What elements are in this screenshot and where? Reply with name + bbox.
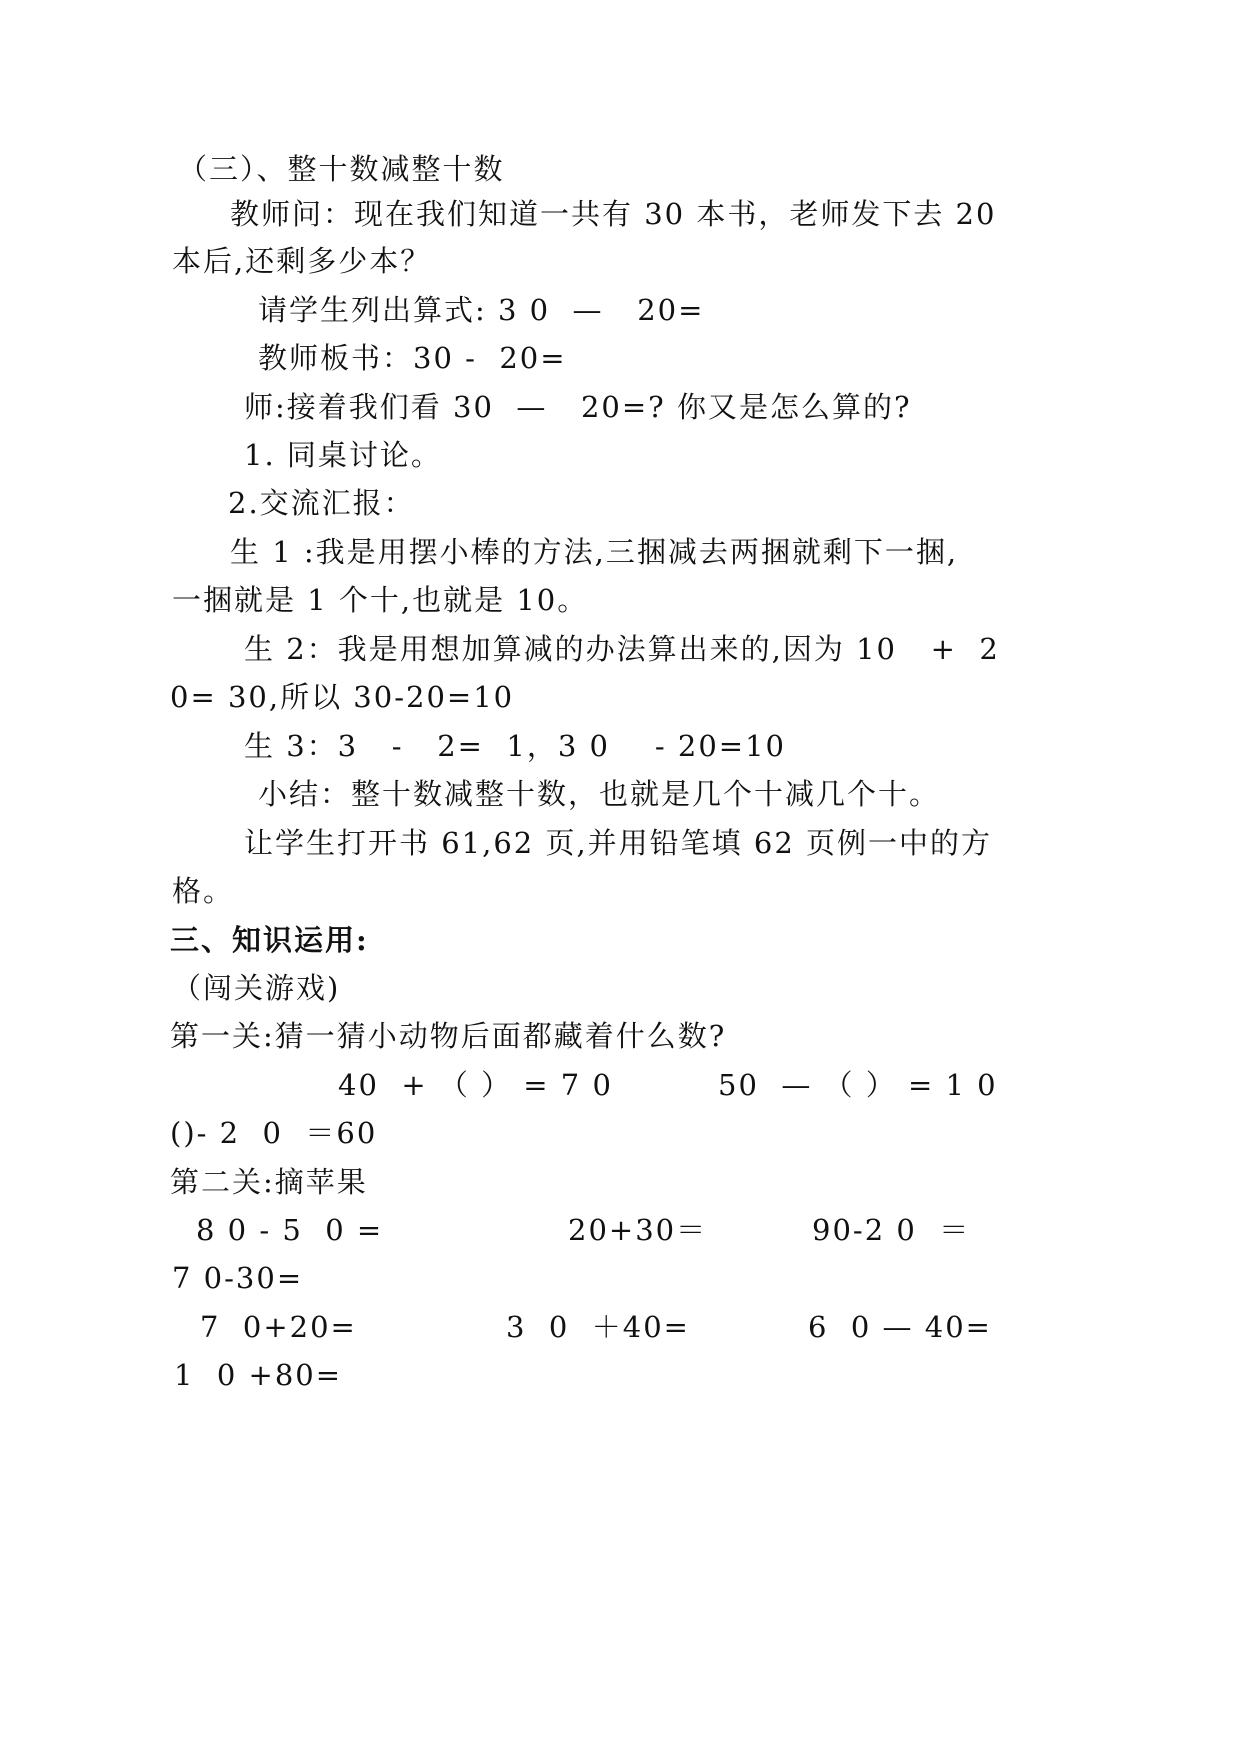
student-2-line-1: 生 2：我是用想加算减的办法算出来的,因为 10 + 2 bbox=[244, 632, 1000, 666]
level-2-row-1-wrap: 7 0-30= bbox=[172, 1261, 304, 1295]
game-note: （闯关游戏) bbox=[172, 971, 341, 1005]
level-1-equation-3: ()- 2 0 ＝60 bbox=[170, 1116, 378, 1150]
teacher-question-line-2: 本后,还剩多少本？ bbox=[172, 244, 432, 278]
level-2-row-1-item-1: 8 0 - 5 0 = bbox=[196, 1213, 384, 1247]
step-2: 2.交流汇报： bbox=[228, 486, 415, 520]
level-2-row-1-item-3: 90-2 0 ＝ bbox=[812, 1213, 971, 1247]
student-2-line-2: 0= 30,所以 30-20=10 bbox=[170, 680, 515, 714]
section-three-heading: 三、知识运用: bbox=[170, 923, 369, 957]
students-write-equation: 请学生列出算式: 3 0 — 20= bbox=[258, 293, 705, 327]
level-1-equation-1: 40 + （ ） = 7 0 bbox=[338, 1068, 613, 1102]
level-2-row-1-item-2: 20+30＝ bbox=[568, 1213, 708, 1247]
level-2-title: 第二关:摘苹果 bbox=[170, 1165, 368, 1199]
level-2-row-2-item-2: 3 0 ＋40= bbox=[506, 1310, 690, 1344]
teacher-next-question: 师:接着我们看 30 — 20=? 你又是怎么算的? bbox=[244, 390, 912, 424]
student-1-line-1: 生 1 :我是用摆小棒的方法,三捆减去两捆就剩下一捆, bbox=[230, 535, 959, 569]
summary: 小结：整十数减整十数，也就是几个十减几个十。 bbox=[258, 777, 941, 811]
level-1-title: 第一关:猜一猜小动物后面都藏着什么数? bbox=[170, 1019, 727, 1053]
level-2-row-2-item-1: 7 0+20= bbox=[200, 1310, 357, 1344]
section-heading: （三）、整十数减整十数 bbox=[178, 152, 505, 186]
student-1-line-2: 一捆就是 1 个十,也就是 10。 bbox=[172, 583, 589, 617]
level-2-row-2-item-3: 6 0 — 40= bbox=[808, 1310, 992, 1344]
teacher-question-line-1: 教师问：现在我们知道一共有 30 本书，老师发下去 20 bbox=[230, 197, 997, 231]
step-1: 1. 同桌讨论。 bbox=[244, 438, 442, 472]
book-instruction-line-1: 让学生打开书 61,62 页,并用铅笔填 62 页例一中的方 bbox=[244, 826, 993, 860]
book-instruction-line-2: 格。 bbox=[172, 874, 235, 908]
level-2-row-2-wrap: 1 0 +80= bbox=[174, 1358, 343, 1392]
level-1-equation-2: 50 — （ ） = 1 0 bbox=[718, 1068, 998, 1102]
student-3: 生 3：3 - 2= 1，3 0 - 20=10 bbox=[244, 729, 786, 763]
teacher-board: 教师板书：30 - 20= bbox=[258, 341, 567, 375]
